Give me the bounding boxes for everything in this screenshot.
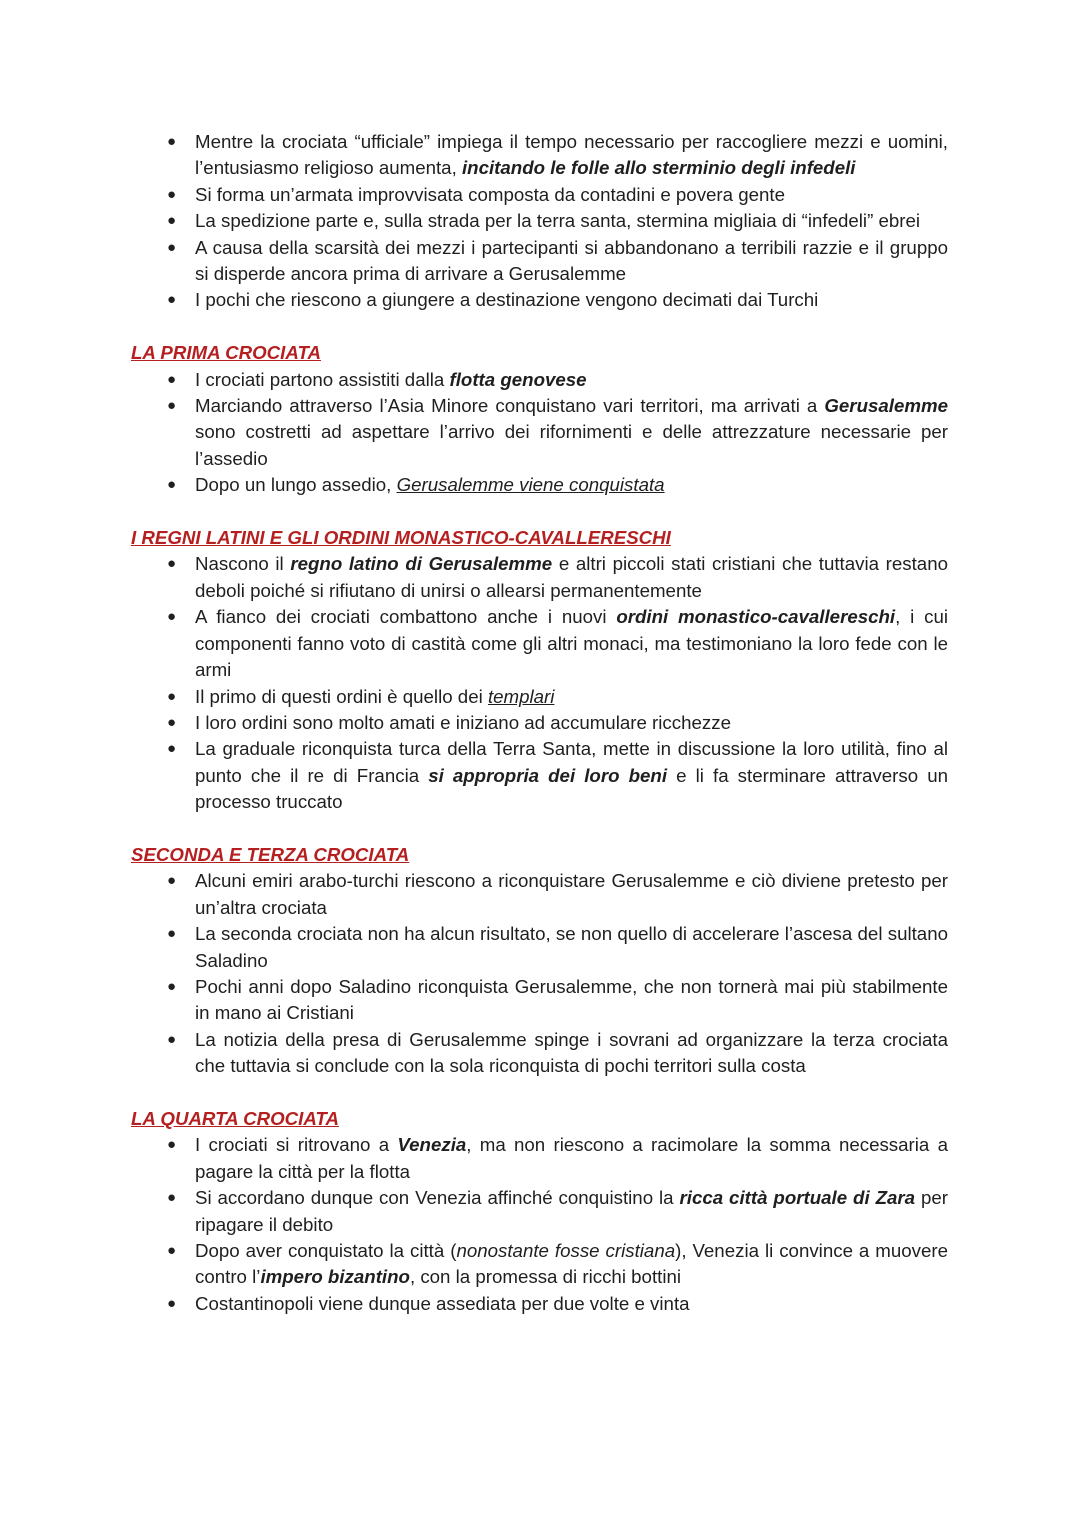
list-item	[131, 287, 948, 313]
bullet-icon: ●	[167, 185, 177, 203]
list-item	[131, 208, 948, 234]
body-text: La spedizione parte e, sulla strada per la terra santa, stermina migliaia di “infedeli” ebrei	[195, 210, 921, 232]
section	[131, 129, 948, 314]
bullet-icon: ●	[167, 687, 177, 705]
body-text: per ripagare il debito	[195, 1187, 948, 1235]
emphasis-text: regno latino di Gerusalemme	[290, 553, 553, 575]
list-item	[131, 235, 948, 288]
bullet-list	[131, 129, 948, 314]
section-heading: LA QUARTA CROCIATA	[131, 1107, 339, 1129]
body-text: I crociati partono assistiti dalla	[195, 368, 450, 390]
body-text: I crociati si ritrovano a	[195, 1134, 398, 1156]
body-text: , con la promessa di ricchi bottini	[409, 1266, 682, 1288]
bullet-icon: ●	[167, 1030, 177, 1048]
list-item	[131, 921, 948, 974]
list-item	[131, 393, 948, 472]
bullet-icon: ●	[167, 740, 177, 758]
section	[131, 525, 948, 815]
bullet-list	[131, 1132, 948, 1317]
list-item	[131, 551, 948, 604]
bullet-icon: ●	[167, 925, 177, 943]
bullet-icon: ●	[167, 238, 177, 256]
body-text: e altri piccoli stati cristiani che tuttavia restano deboli poiché si rifiutano di unirsi o allearsi permanentemente	[195, 553, 948, 601]
body-text: La seconda crociata non ha alcun risultato, se non quello di accelerare l’ascesa del sultano Saladino	[195, 923, 948, 971]
emphasis-text: templari	[487, 685, 555, 707]
section	[131, 1106, 948, 1317]
bullet-icon: ●	[167, 370, 177, 388]
bullet-list	[131, 868, 948, 1079]
body-text: ), Venezia li convince a muovere contro l’	[195, 1240, 948, 1288]
body-text: Marciando attraverso l’Asia Minore conquistano vari territori, ma arrivati a	[195, 395, 825, 417]
bullet-icon: ●	[167, 1294, 177, 1312]
emphasis-text: nonostante fosse cristiana	[456, 1240, 676, 1261]
section-heading: I REGNI LATINI E GLI ORDINI MONASTICO-CAVALLERESCHI	[131, 527, 671, 549]
body-text: Si forma un’armata improvvisata composta da contadini e povera gente	[195, 183, 786, 205]
list-item	[131, 1027, 948, 1080]
list-item	[131, 1291, 948, 1317]
body-text: sono costretti ad aspettare l’arrivo dei rifornimenti e delle attrezzature necessarie per l’assedio	[195, 421, 948, 469]
list-item	[131, 604, 948, 683]
body-text: Costantinopoli viene dunque assediata per due volte e vinta	[195, 1292, 690, 1314]
list-item	[131, 684, 948, 710]
bullet-icon: ●	[167, 1136, 177, 1154]
body-text: La notizia della presa di Gerusalemme spinge i sovrani ad organizzare la terza crociata che tuttavia si conclude con la sola riconquista di pochi territori sulla costa	[195, 1028, 948, 1077]
bullet-icon: ●	[167, 977, 177, 995]
emphasis-text: incitando le folle allo sterminio degli infedeli	[461, 157, 856, 179]
body-text: I pochi che riescono a giungere a destinazione vengono decimati dai Turchi	[195, 289, 819, 311]
bullet-icon: ●	[167, 872, 177, 890]
list-item	[131, 182, 948, 208]
bullet-list	[131, 551, 948, 815]
body-text: La graduale riconquista turca della Terra Santa, mette in discussione la loro utilità, fino al punto che il re di Francia	[195, 738, 948, 786]
bullet-list	[131, 367, 948, 499]
bullet-icon: ●	[167, 608, 177, 626]
list-item	[131, 1185, 948, 1238]
emphasis-text: Gerusalemme	[824, 395, 948, 417]
bullet-icon: ●	[167, 1242, 177, 1259]
bullet-icon: ●	[167, 133, 177, 150]
emphasis-text: ricca città portuale di Zara	[679, 1187, 916, 1209]
section	[131, 842, 948, 1080]
body-text: Alcuni emiri arabo-turchi riescono a riconquistare Gerusalemme e ciò diviene pretesto per un’altra crociata	[195, 870, 948, 918]
bullet-icon: ●	[167, 212, 177, 230]
list-item	[131, 1132, 948, 1185]
list-item	[131, 367, 948, 393]
body-text: Il primo di questi ordini è quello dei	[195, 685, 488, 707]
emphasis-text: Venezia	[397, 1134, 467, 1156]
body-text: Mentre la crociata “ufficiale” impiega il tempo necessario per raccogliere mezzi e uomini, l’entusiasmo religioso aumenta,	[195, 131, 948, 179]
list-item	[131, 1238, 948, 1291]
bullet-icon: ●	[167, 397, 177, 415]
body-text: Pochi anni dopo Saladino riconquista Gerusalemme, che non tornerà mai più stabilmente in mano ai Cristiani	[195, 975, 948, 1024]
list-item	[131, 868, 948, 921]
emphasis-text: flotta genovese	[449, 368, 587, 390]
body-text: Dopo un lungo assedio,	[195, 474, 397, 496]
section	[131, 340, 948, 498]
body-text: , ma non riescono a racimolare la somma necessaria a pagare la città per la flotta	[195, 1134, 948, 1182]
bullet-icon: ●	[167, 1189, 177, 1207]
emphasis-text: si appropria dei loro beni	[428, 764, 668, 786]
body-text: A fianco dei crociati combattono anche i nuovi	[195, 606, 617, 628]
body-text: e li fa sterminare attraverso un processo truccato	[195, 764, 949, 813]
section-heading: SECONDA E TERZA CROCIATA	[131, 843, 410, 865]
document-body	[131, 129, 948, 1317]
body-text: A causa della scarsità dei mezzi i partecipanti si abbandonano a terribili razzie e il gruppo si disperde ancora prima di arrivare a Gerusalemme	[195, 236, 948, 285]
body-text: Si accordano dunque con Venezia affinché conquistino la	[195, 1187, 680, 1209]
bullet-icon: ●	[167, 555, 177, 573]
bullet-icon: ●	[167, 291, 177, 309]
body-text: I loro ordini sono molto amati e iniziano ad accumulare ricchezze	[195, 711, 731, 733]
emphasis-text: Gerusalemme viene conquistata	[396, 474, 665, 496]
list-item	[131, 974, 948, 1027]
list-item	[131, 736, 948, 815]
section-heading: LA PRIMA CROCIATA	[131, 342, 321, 364]
list-item	[131, 472, 948, 498]
emphasis-text: ordini monastico-cavallereschi	[616, 606, 896, 628]
body-text: Nascono il	[195, 553, 291, 575]
list-item	[131, 129, 948, 182]
list-item	[131, 710, 948, 736]
emphasis-text: impero bizantino	[260, 1266, 410, 1288]
bullet-icon: ●	[167, 713, 177, 731]
body-text: Dopo aver conquistato la città (	[195, 1240, 457, 1261]
bullet-icon: ●	[167, 476, 177, 494]
body-text: , i cui componenti fanno voto di castità come gli altri monaci, ma testimoniano la loro fede con le armi	[195, 606, 948, 681]
